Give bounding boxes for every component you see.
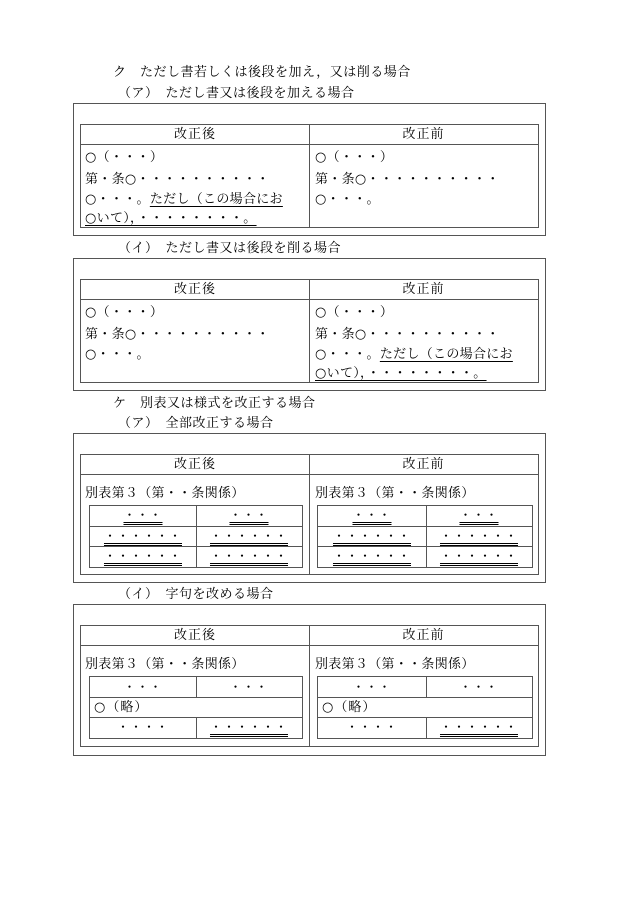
table-cell: ・・・・・・ bbox=[439, 529, 518, 543]
heading-ke-i: （イ） 字句を改める場合 bbox=[118, 587, 274, 602]
article-line: ○・・・。ただし（この場合にお bbox=[315, 347, 513, 362]
heading-ke-a: （ア） 全部改正する場合 bbox=[118, 416, 274, 431]
column-header-before: 改正前 bbox=[309, 280, 538, 300]
table-cell: ・・・・・・ bbox=[103, 549, 182, 563]
article-line: ○・・・。 bbox=[85, 347, 150, 362]
table-cell: ・・・・・・ bbox=[209, 720, 288, 734]
heading-ke: ケ 別表又は様式を改正する場合 bbox=[113, 396, 316, 411]
table-cell: ・・・・・・ bbox=[332, 549, 411, 563]
table-cell: ・・・・・・ bbox=[209, 549, 288, 563]
article-line: 第・条○・・・・・・・・・・ bbox=[85, 327, 270, 342]
column-header-before: 改正前 bbox=[309, 626, 538, 646]
article-line: ○（・・・） bbox=[315, 305, 394, 320]
annex-title: 別表第３（第・・条関係） bbox=[315, 486, 475, 501]
added-proviso-continued: ○いて），・・・・・・・・。 bbox=[85, 211, 257, 226]
column-header-before: 改正前 bbox=[309, 455, 538, 475]
article-line: 第・条○・・・・・・・・・・ bbox=[315, 172, 500, 187]
annex-table bbox=[317, 676, 533, 739]
comparison-table bbox=[80, 454, 539, 575]
annex-title: 別表第３（第・・条関係） bbox=[315, 657, 475, 672]
table-cell: ・・・ bbox=[123, 680, 163, 694]
article-line: ○（・・・） bbox=[85, 150, 164, 165]
comparison-table bbox=[80, 124, 539, 228]
table-cell: ・・・・・・ bbox=[439, 549, 518, 563]
table-cell: ・・・ bbox=[352, 680, 392, 694]
table-cell: ・・・ bbox=[229, 680, 269, 694]
table-cell: ・・・・・・ bbox=[103, 529, 182, 543]
added-proviso: ただし（この場合にお bbox=[149, 192, 283, 207]
column-header-before: 改正前 bbox=[309, 125, 538, 145]
article-line: 第・条○・・・・・・・・・・ bbox=[315, 327, 500, 342]
table-cell: ・・・・ bbox=[116, 720, 169, 734]
table-cell: ・・・・・・ bbox=[209, 529, 288, 543]
deleted-proviso: ただし（この場合にお bbox=[379, 347, 513, 362]
heading-ku: ク ただし書若しくは後段を加え，又は削る場合 bbox=[113, 65, 411, 80]
comparison-table bbox=[80, 279, 539, 383]
annex-title: 別表第３（第・・条関係） bbox=[85, 657, 245, 672]
omitted-row: ○（略） bbox=[322, 700, 377, 715]
annex-table bbox=[89, 676, 303, 739]
table-cell: ・・・・・・ bbox=[439, 720, 518, 734]
deleted-proviso-continued: ○いて），・・・・・・・・。 bbox=[315, 366, 487, 381]
column-header-after: 改正後 bbox=[81, 280, 309, 300]
annex-title: 別表第３（第・・条関係） bbox=[85, 486, 245, 501]
column-header-after: 改正後 bbox=[81, 455, 309, 475]
table-cell: ・・・・ bbox=[345, 720, 398, 734]
table-cell: ・・・・・・ bbox=[332, 529, 411, 543]
article-line: 第・条○・・・・・・・・・・ bbox=[85, 172, 270, 187]
table-cell: ・・・ bbox=[459, 680, 499, 694]
table-cell: ・・・ bbox=[123, 508, 163, 522]
article-line: ○・・・。ただし（この場合にお bbox=[85, 192, 283, 207]
table-cell: ・・・ bbox=[229, 508, 269, 522]
omitted-row: ○（略） bbox=[94, 700, 149, 715]
table-cell: ・・・ bbox=[352, 508, 392, 522]
article-line: ○（・・・） bbox=[315, 150, 394, 165]
article-line: ○（・・・） bbox=[85, 305, 164, 320]
heading-ku-a: （ア） ただし書又は後段を加える場合 bbox=[118, 86, 355, 101]
heading-ku-i: （イ） ただし書又は後段を削る場合 bbox=[118, 241, 342, 256]
comparison-table bbox=[80, 625, 539, 747]
column-header-after: 改正後 bbox=[81, 626, 309, 646]
annex-table bbox=[89, 505, 303, 568]
annex-table bbox=[317, 505, 533, 568]
column-header-after: 改正後 bbox=[81, 125, 309, 145]
table-cell: ・・・ bbox=[459, 508, 499, 522]
article-line: ○・・・。 bbox=[315, 192, 380, 207]
